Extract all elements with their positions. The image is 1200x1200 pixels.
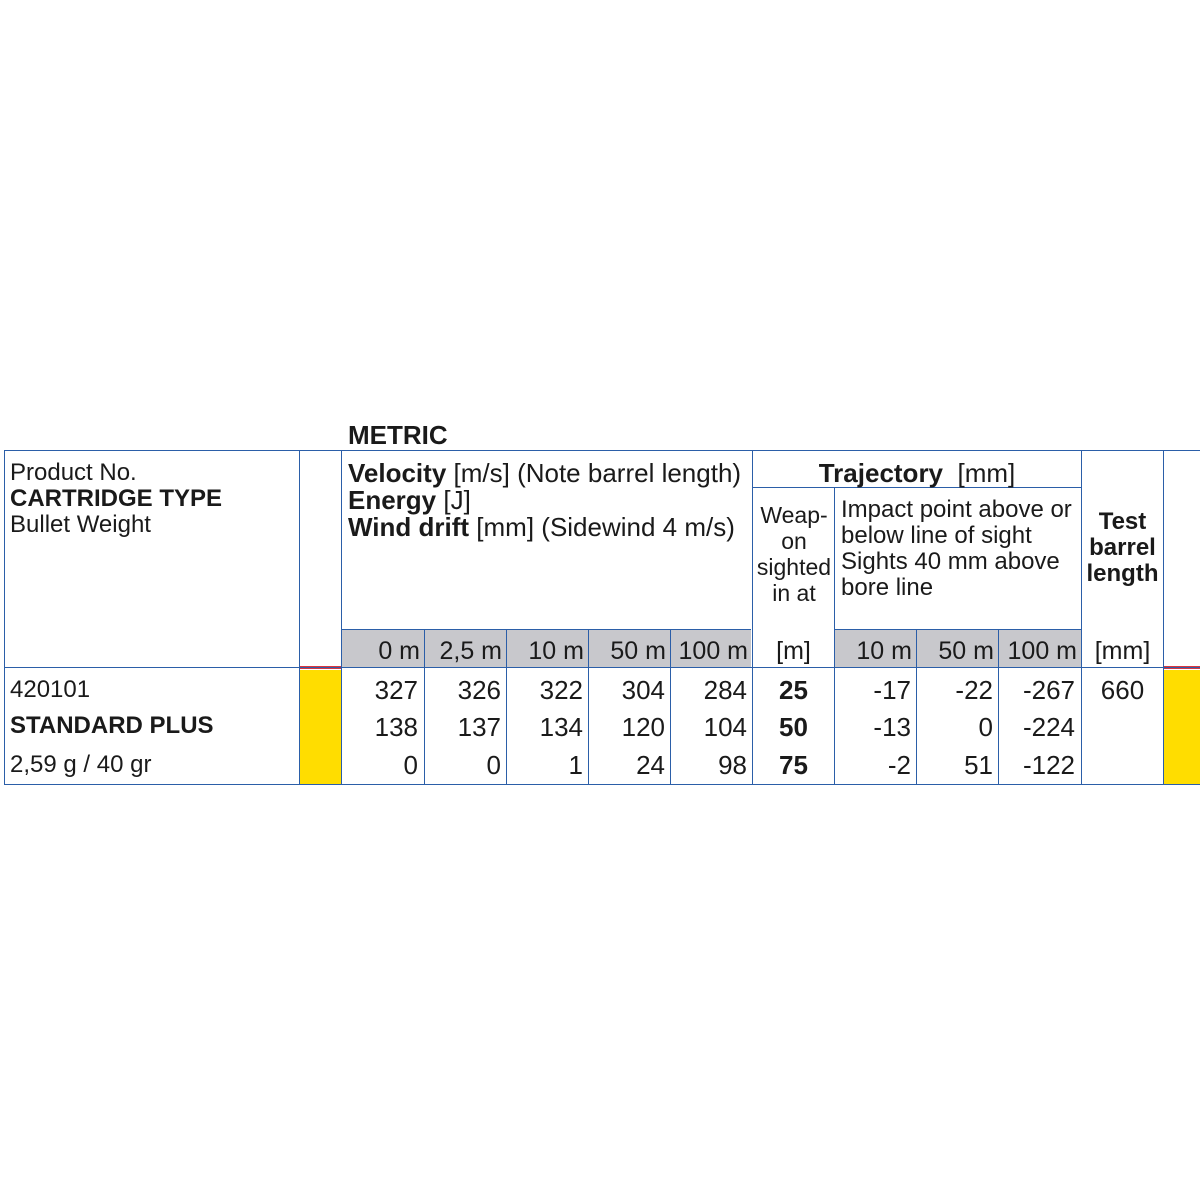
table-top-border <box>5 450 1200 451</box>
trajectory-label: Trajectory <box>818 458 944 488</box>
barrel-length-value: 660 <box>1100 675 1145 705</box>
sighted-unit: [m] <box>776 637 811 665</box>
velocity-cell: 326 <box>457 675 501 705</box>
barrel-line: length <box>1086 560 1159 587</box>
sighted-header <box>753 502 835 606</box>
barrel-line: Test <box>1098 508 1147 535</box>
impact-line: below line of sight <box>841 522 1032 549</box>
traj-col-header-10m: 10 m <box>856 637 912 665</box>
trajectory-cell: -13 <box>873 712 911 742</box>
energy-cell: 104 <box>703 712 747 742</box>
wind-drift-cell: 24 <box>636 750 665 780</box>
wind-drift-unit: [mm] (Sidewind 4 m/s) <box>476 512 735 542</box>
wind-drift-header <box>348 514 735 540</box>
sighted-distance: 25 <box>779 675 808 705</box>
trajectory-cell: -2 <box>887 750 911 780</box>
impact-line: bore line <box>841 574 934 601</box>
impact-line: Sights 40 mm above <box>841 548 1060 575</box>
header-band-top-border <box>342 629 751 630</box>
velocity-header <box>348 460 741 486</box>
trajectory-header <box>753 460 1081 486</box>
cartridge-name: STANDARD PLUS <box>10 712 214 739</box>
trajectory-unit: [mm] <box>957 458 1016 488</box>
impact-description <box>841 497 1072 601</box>
sighted-distance: 75 <box>779 750 808 780</box>
barrel-line: barrel <box>1089 534 1156 561</box>
col-header-10m: 10 m <box>528 637 584 665</box>
col-header-0m: 0 m <box>378 637 420 665</box>
wind-drift-cell: 1 <box>568 750 583 780</box>
wind-drift-label: Wind drift <box>348 512 470 542</box>
energy-unit: [J] <box>443 485 471 515</box>
trajectory-cell: 0 <box>978 712 993 742</box>
velocity-cell: 322 <box>539 675 583 705</box>
bullet-weight-header: Bullet Weight <box>10 511 151 538</box>
trajectory-cell: -122 <box>1022 750 1075 780</box>
velocity-unit: [m/s] (Note barrel length) <box>453 458 742 488</box>
col-border <box>1081 450 1082 785</box>
energy-cell: 120 <box>621 712 665 742</box>
traj-col-header-50m: 50 m <box>938 637 994 665</box>
energy-label: Energy <box>348 485 437 515</box>
barrel-length-header <box>1082 509 1163 587</box>
trajectory-cell: -224 <box>1022 712 1075 742</box>
velocity-label: Velocity <box>348 458 447 488</box>
header-band-top-border-2 <box>835 629 1081 630</box>
trajectory-cell: -17 <box>873 675 911 705</box>
energy-cell: 134 <box>539 712 583 742</box>
impact-line: Impact point above or <box>841 496 1072 523</box>
table-bottom-border <box>5 784 1200 785</box>
sighted-line: in at <box>772 580 816 606</box>
velocity-cell: 284 <box>703 675 747 705</box>
sighted-line: on <box>781 528 807 554</box>
energy-header <box>348 487 471 513</box>
col-border <box>1163 450 1164 785</box>
trajectory-cell: -22 <box>955 675 993 705</box>
col-border <box>4 450 5 785</box>
trajectory-cell: -267 <box>1022 675 1075 705</box>
energy-cell: 137 <box>457 712 501 742</box>
wind-drift-cell: 98 <box>718 750 747 780</box>
col-border <box>299 450 300 785</box>
sighted-distance: 50 <box>779 712 808 742</box>
velocity-cell: 327 <box>374 675 418 705</box>
col-header-100m: 100 m <box>678 637 748 665</box>
wind-drift-cell: 0 <box>486 750 501 780</box>
cartridge-type-header: CARTRIDGE TYPE <box>10 485 223 512</box>
product-no-header: Product No. <box>10 459 137 486</box>
col-header-2-5m: 2,5 m <box>439 637 502 665</box>
energy-cell: 138 <box>374 712 418 742</box>
trajectory-cell: 51 <box>964 750 993 780</box>
section-title: METRIC <box>348 420 448 450</box>
header-bottom-border <box>5 667 1200 668</box>
product-number: 420101 <box>10 676 91 703</box>
col-header-50m: 50 m <box>610 637 666 665</box>
product-color-marker-right <box>1164 670 1200 784</box>
bullet-weight: 2,59 g / 40 gr <box>10 751 152 778</box>
traj-col-header-100m: 100 m <box>1007 637 1077 665</box>
product-color-marker-left <box>300 670 341 784</box>
sighted-line: Weap- <box>760 502 828 528</box>
barrel-unit: [mm] <box>1094 637 1151 665</box>
wind-drift-cell: 0 <box>403 750 418 780</box>
velocity-cell: 304 <box>621 675 665 705</box>
sighted-line: sighted <box>756 554 832 580</box>
